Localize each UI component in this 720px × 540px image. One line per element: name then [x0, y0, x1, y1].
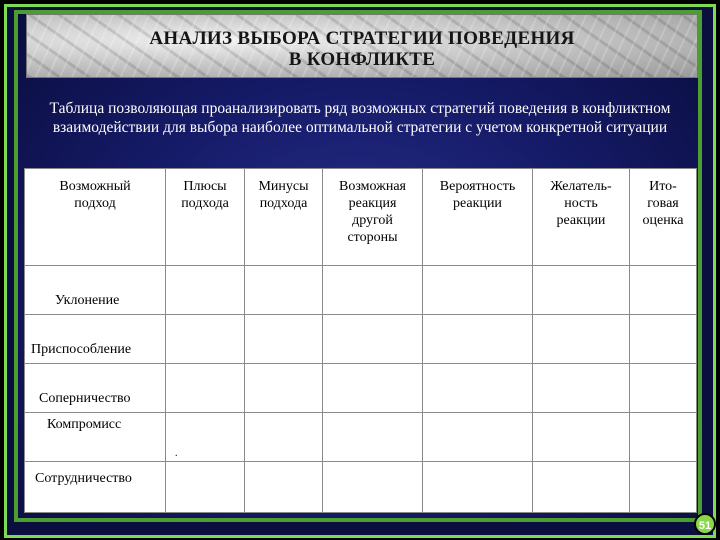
row-label-avoidance: Уклонение — [25, 266, 166, 315]
stray-mark: . — [175, 448, 178, 459]
table-cell — [323, 413, 423, 462]
table-cell — [423, 266, 533, 315]
table-cell — [166, 364, 245, 413]
header-possible-reaction: Возможная реакция другой стороны — [323, 169, 423, 266]
table-row — [25, 413, 697, 462]
header-reaction-probability: Вероятность реакции — [423, 169, 533, 266]
table-cell — [245, 462, 323, 513]
header-approach: Возможный подход — [25, 169, 166, 266]
table-cell — [630, 364, 697, 413]
row-label-collaboration: Сотрудничество — [25, 462, 166, 513]
table-cell — [423, 364, 533, 413]
table-cell — [533, 364, 630, 413]
table-cell — [245, 266, 323, 315]
header-reaction-desirability: Желатель- ность реакции — [533, 169, 630, 266]
table-cell — [630, 266, 697, 315]
table-cell — [423, 413, 533, 462]
table-cell — [323, 266, 423, 315]
table-cell — [423, 462, 533, 513]
row-label-compromise: Компромисс — [25, 413, 166, 462]
table-cell — [323, 462, 423, 513]
table-cell — [630, 315, 697, 364]
table-cell — [166, 462, 245, 513]
row-label-accommodation: Приспособление — [25, 315, 166, 364]
table-cell — [533, 462, 630, 513]
slide-title — [27, 28, 697, 70]
row-label-competition: Соперничество — [25, 364, 166, 413]
table-cell — [533, 413, 630, 462]
page-number-badge: 51 — [694, 513, 716, 535]
table-row — [25, 315, 697, 364]
header-cons: Минусы подхода — [245, 169, 323, 266]
table-cell — [423, 315, 533, 364]
table-cell — [245, 315, 323, 364]
table-cell — [166, 413, 245, 462]
table-cell — [533, 266, 630, 315]
table-cell — [630, 462, 697, 513]
table-cell — [166, 266, 245, 315]
table-cell — [245, 364, 323, 413]
slide-subtitle: Таблица позволяющая проанализировать ряд возможных стратегий поведения в конфликтном взаимодействии для выбора наиболее оптимальной стратегии с учетом конкретной ситуации — [49, 100, 671, 136]
table-row — [25, 364, 697, 413]
table-row — [25, 462, 697, 513]
table-row — [25, 266, 697, 315]
title-banner — [26, 14, 698, 78]
header-pros: Плюсы подхода — [166, 169, 245, 266]
table-cell — [166, 315, 245, 364]
title-line-2: В КОНФЛИКТЕ — [288, 49, 436, 70]
table-cell — [533, 315, 630, 364]
table-cell — [323, 364, 423, 413]
table-cell — [245, 413, 323, 462]
table-cell — [323, 315, 423, 364]
header-total-score: Ито- говая оценка — [630, 169, 697, 266]
title-line-1: АНАЛИЗ ВЫБОРА СТРАТЕГИИ ПОВЕДЕНИЯ — [149, 28, 575, 49]
table-header-row — [25, 169, 697, 266]
strategy-analysis-table — [24, 168, 697, 513]
table-cell — [630, 413, 697, 462]
